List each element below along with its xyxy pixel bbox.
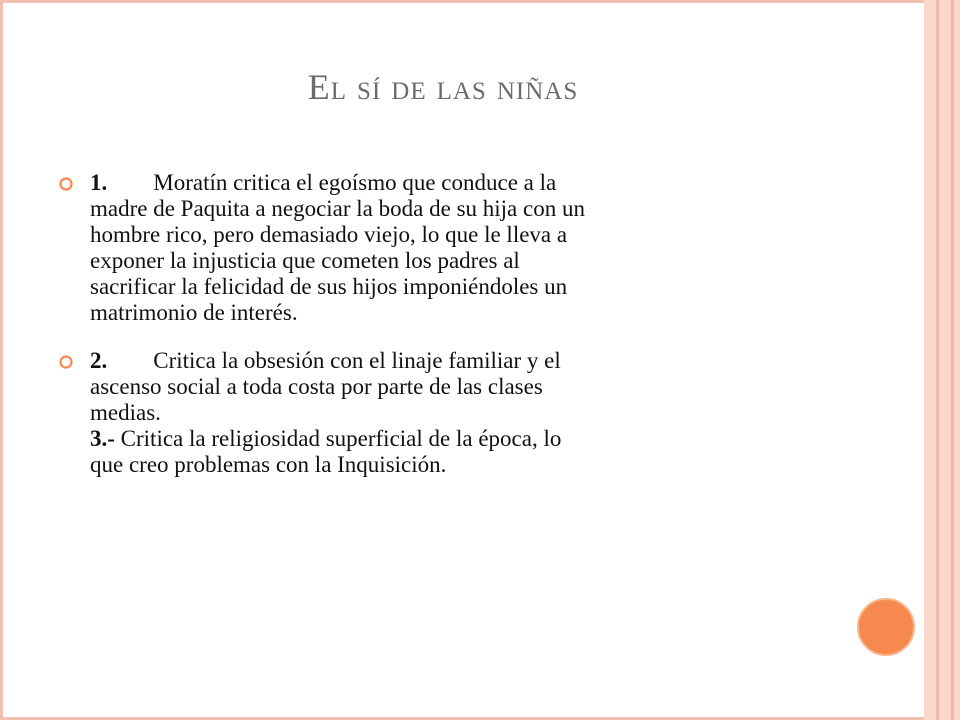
bullet-text-line: madre de Paquita a negociar la boda de su hija con un: [90, 196, 585, 221]
decorative-stripe: [939, 0, 951, 720]
bullet-item-2: [58, 348, 848, 478]
bullet-sub-number: 3.-: [90, 426, 115, 451]
bullet-text-line: sacrificar la felicidad de sus hijos imponiéndoles un: [90, 274, 568, 299]
bullet-sub-text: Critica la religiosidad superficial de la época, lo: [120, 426, 562, 451]
bullet-text-line: hombre rico, pero demasiado viejo, lo que le lleva a: [90, 222, 568, 247]
bullet-first-line: [90, 170, 848, 196]
decorative-stripe: [924, 0, 936, 720]
bullet-text-line: ascenso social a toda costa por parte de las clases: [90, 374, 543, 399]
bullet-text: Critica la obsesión con el linaje familiar y el: [153, 348, 561, 373]
bullet-text-line: matrimonio de interés.: [90, 300, 298, 325]
bullet-text-line: medias.: [90, 400, 161, 425]
slide-content: [58, 170, 848, 478]
bullet-sub-line: [90, 426, 848, 452]
bullet-item-1: [58, 170, 848, 326]
bullet-first-line: [90, 348, 848, 374]
bullet-ring-icon: [58, 176, 74, 192]
bullet-text-line: exponer la injusticia que cometen los padres al: [90, 248, 520, 273]
bullet-number: 2.: [90, 348, 108, 373]
bullet-text-line: que creo problemas con la Inquisición.: [90, 452, 447, 477]
bullet-text: Moratín critica el egoísmo que conduce a la: [153, 170, 557, 195]
slide-title: El sí de las niñas: [307, 67, 579, 107]
bullet-ring-icon: [58, 354, 74, 370]
decorative-stripe: [954, 0, 960, 720]
decorative-orange-circle: [857, 598, 915, 656]
bullet-number: 1.: [90, 170, 108, 195]
